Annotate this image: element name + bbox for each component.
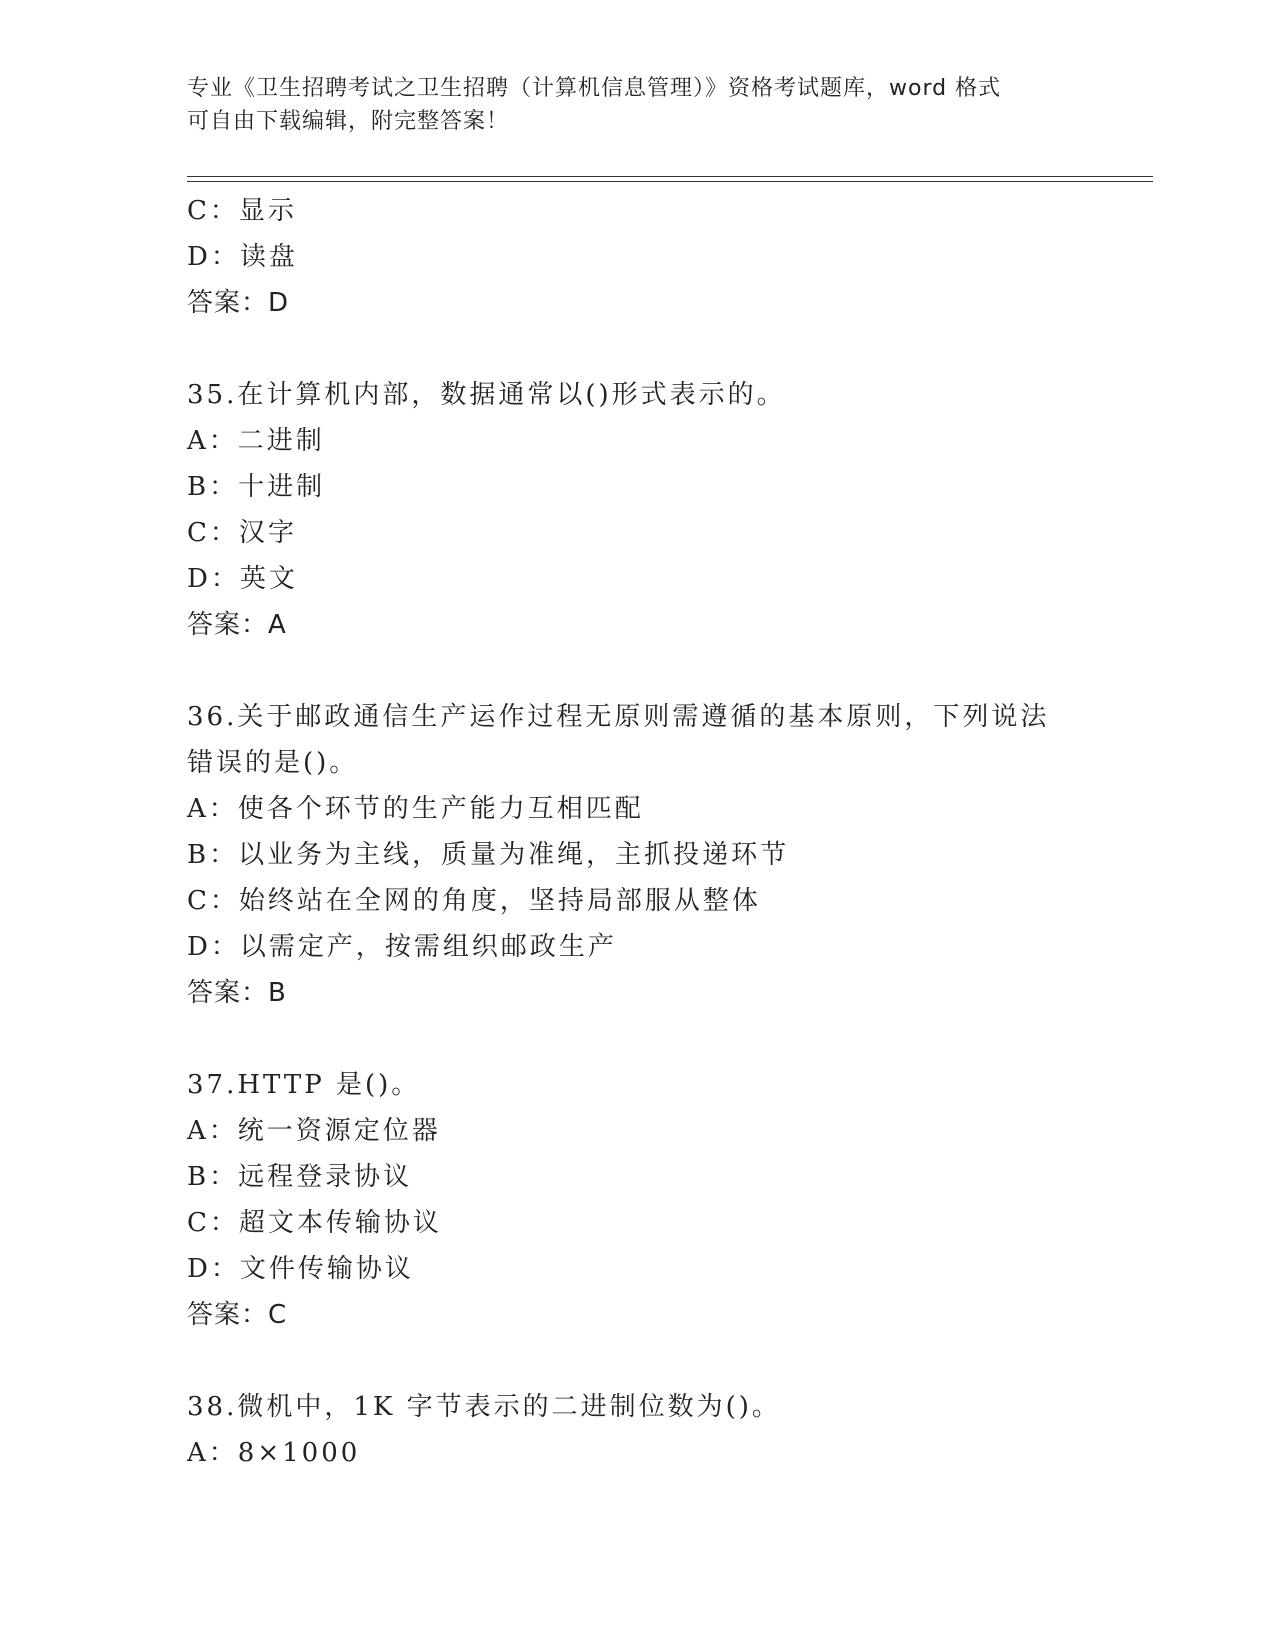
question-35 [187, 372, 1087, 648]
option-d: D：文件传输协议 [187, 1254, 414, 1284]
header-rule-top [187, 176, 1153, 177]
question-stem: 38.微机中，1K 字节表示的二进制位数为()。 [187, 1392, 781, 1422]
option-d: D：英文 [187, 564, 298, 594]
header-line-1: 专业《卫生招聘考试之卫生招聘（计算机信息管理）》资格考试题库，word 格式 [187, 76, 1002, 101]
option-d: D：以需定产，按需组织邮政生产 [187, 932, 617, 962]
header-rule-bottom [187, 181, 1153, 182]
option-a: A：统一资源定位器 [187, 1116, 441, 1146]
spacer [187, 1338, 1087, 1384]
option-c: C：显示 [187, 196, 297, 226]
spacer [187, 1016, 1087, 1062]
document-header [187, 72, 1087, 138]
option-d: D：读盘 [187, 242, 298, 272]
option-b: B：十进制 [187, 472, 326, 502]
spacer [187, 648, 1087, 694]
option-a: A：二进制 [187, 426, 325, 456]
question-stem: 37.HTTP 是()。 [187, 1070, 421, 1100]
question-37 [187, 1062, 1087, 1338]
option-a: A：8×1000 [187, 1438, 361, 1468]
option-c: C：始终站在全网的角度，坚持局部服从整体 [187, 886, 761, 916]
question-38 [187, 1384, 1087, 1476]
question-36 [187, 694, 1087, 1016]
answer: 答案：A [187, 610, 287, 640]
option-c: C：超文本传输协议 [187, 1208, 442, 1238]
header-line-2: 可自由下载编辑，附完整答案！ [187, 109, 510, 134]
answer: 答案：C [187, 1300, 288, 1330]
spacer [187, 326, 1087, 372]
question-stem: 35.在计算机内部，数据通常以()形式表示的。 [187, 380, 786, 410]
answer: 答案：D [187, 288, 290, 318]
answer: 答案：B [187, 978, 287, 1008]
question-stem: 36.关于邮政通信生产运作过程无原则需遵循的基本原则，下列说法错误的是()。 [187, 702, 1050, 778]
option-c: C：汉字 [187, 518, 297, 548]
question-list [187, 188, 1087, 1476]
option-b: B：远程登录协议 [187, 1162, 413, 1192]
option-a: A：使各个环节的生产能力互相匹配 [187, 794, 644, 824]
question-34-tail [187, 188, 1087, 326]
option-b: B：以业务为主线，质量为准绳，主抓投递环节 [187, 840, 790, 870]
